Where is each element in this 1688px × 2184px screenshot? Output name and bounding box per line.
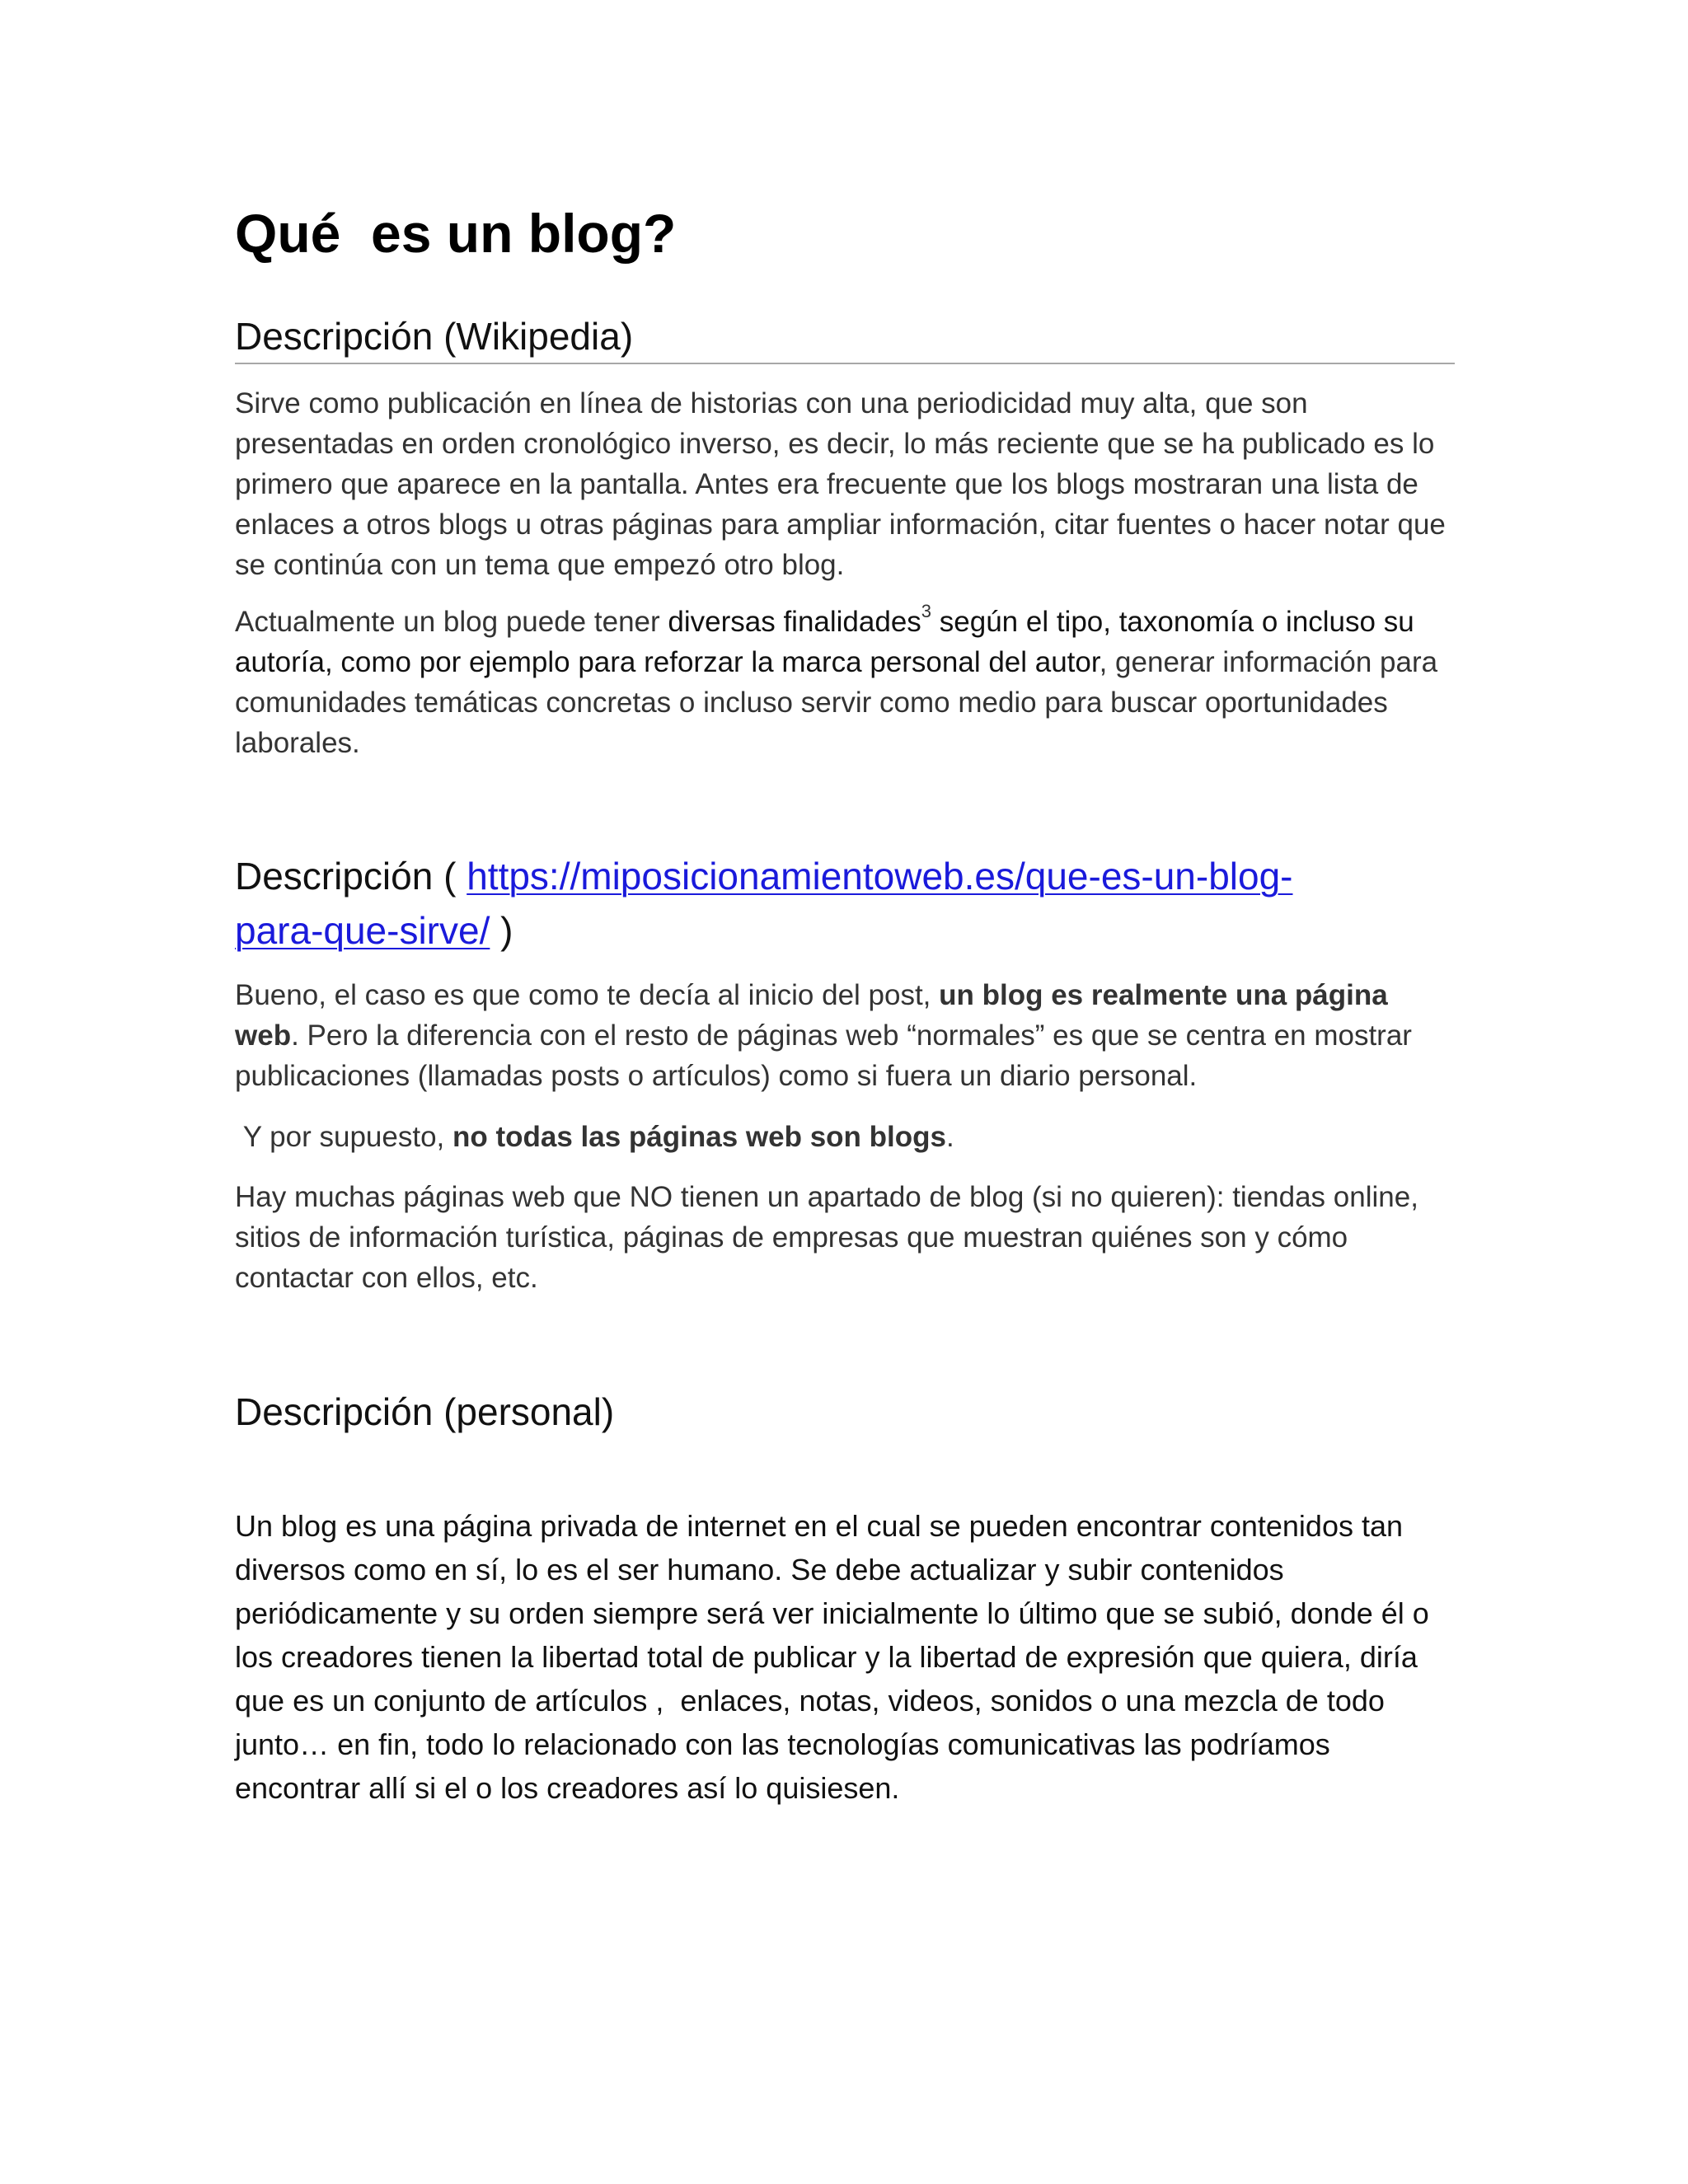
- source-link-line2: para-que-sirve/: [235, 909, 490, 952]
- heading-divider: [235, 363, 1455, 364]
- web-p1-before: Bueno, el caso es que como te decía al inicio del post,: [235, 979, 940, 1011]
- wikipedia-paragraph-2: [235, 602, 1455, 763]
- section-heading-wikipedia: Descripción (Wikipedia): [235, 315, 634, 358]
- wikipedia-p2-after: , generar información para comunidades temáticas concretas o incluso servir como medio para buscar oportunidades laborales.: [235, 646, 1438, 759]
- section-heading-personal: Descripción (personal): [235, 1390, 615, 1433]
- web-p1-bold: un blog es realmente una página web: [235, 979, 1388, 1052]
- web-paragraph-3: Hay muchas páginas web que NO tienen un apartado de blog (si no quieren): tiendas online, sitios de información turística, páginas de empresas que muestran quiénes son y cómo contactar con ellos, etc.: [235, 1181, 1418, 1294]
- web-paragraph-2: [235, 1117, 1455, 1157]
- heading-suffix: ): [490, 909, 513, 952]
- web-p2-before: Y por supuesto,: [235, 1121, 452, 1153]
- personal-paragraph: Un blog es una página privada de internet en el cual se pueden encontrar contenidos tan diversos como en sí, lo es el ser humano. Se debe actualizar y subir contenidos periódicamente y su orden siempre será ver inicialmente lo último que se subió, donde él o los creadores tienen la libertad total de publicar y la libertad de expresión que quiera, diría que es un conjunto de artículos , enlaces, notas, videos, sonidos o una mezcla de todo junto… en fin, todo lo relacionado con las tecnologías comunicativas las podríamos encontrar allí si el o los creadores así lo quisiesen.: [235, 1509, 1437, 1805]
- web-paragraph-1: [235, 975, 1455, 1096]
- web-p2-after: .: [945, 1121, 954, 1153]
- page-title: Qué es un blog?: [235, 203, 677, 264]
- wikipedia-p2-dark1: diversas finalidades: [668, 606, 921, 638]
- heading-prefix: Descripción (: [235, 855, 467, 898]
- web-p1-after: . Pero la diferencia con el resto de páginas web “normales” es que se centra en mostrar publicaciones (llamadas posts o artículos) como si fuera un diario personal.: [235, 1019, 1412, 1092]
- web-p2-bold: no todas las páginas web son blogs: [452, 1121, 946, 1153]
- footnote-marker: 3: [921, 601, 932, 622]
- section-heading-web-source: [235, 849, 1455, 958]
- wikipedia-p2-before: Actualmente un blog puede tener: [235, 606, 668, 638]
- wikipedia-paragraph-1: Sirve como publicación en línea de historias con una periodicidad muy alta, que son presentadas en orden cronológico inverso, es decir, lo más reciente que se ha publicado es lo primero que aparece en la pantalla. Antes era frecuente que los blogs mostraran una lista de enlaces a otros blogs u otras páginas para ampliar información, citar fuentes o hacer notar que se continúa con un tema que empezó otro blog.: [235, 387, 1446, 581]
- wikipedia-p2-dark2: según el tipo, taxonomía o incluso su autoría, como por ejemplo para reforzar la marca personal del autor: [235, 606, 1414, 678]
- source-link-line1: https://miposicionamientoweb.es/que-es-un-blog-: [467, 855, 1293, 898]
